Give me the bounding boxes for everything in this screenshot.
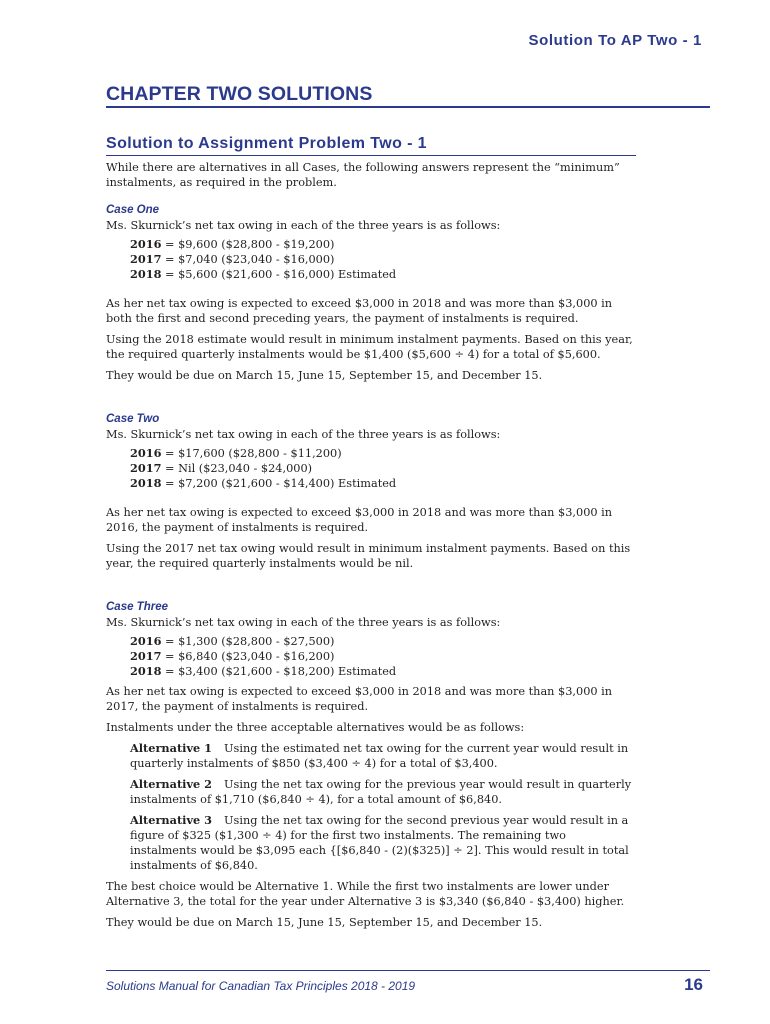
case-two-para-2: Using the 2017 net tax owing would result in minimum instalment payments. Based on this year, the required quarterly instalments would be nil.	[106, 542, 631, 570]
case-one-section	[106, 203, 636, 383]
footer-rule	[106, 970, 710, 971]
intro-paragraph: While there are alternatives in all Cases, the following answers represent the “minimum” instalments, as required in the problem.	[106, 161, 620, 189]
case-three-para-1: As her net tax owing is expected to exceed $3,000 in 2018 and was more than $3,000 in 2017, the payment of instalments is required.	[106, 685, 613, 713]
year-line: 2017 = $7,040 ($23,040 - $16,000)	[130, 252, 335, 266]
year-line: 2018 = $7,200 ($21,600 - $14,400) Estimated	[130, 476, 397, 490]
chapter-title: CHAPTER TWO SOLUTIONS	[106, 83, 373, 105]
case-three-heading: Case Three	[106, 601, 169, 613]
year-line: 2016 = $17,600 ($28,800 - $11,200)	[130, 446, 342, 460]
case-two-lead: Ms. Skurnick’s net tax owing in each of the three years is as follows:	[106, 428, 501, 441]
case-one-para-2: Using the 2018 estimate would result in minimum instalment payments. Based on this year, the required quarterly instalments would be $1,400 ($5,600 ÷ 4) for a total of $5,600.	[106, 333, 633, 361]
year-line: 2018 = $3,400 ($21,600 - $18,200) Estimated	[130, 664, 397, 678]
case-two-section	[106, 412, 636, 571]
case-three-para-4: They would be due on March 15, June 15, September 15, and December 15.	[106, 916, 543, 929]
solution-body	[106, 156, 636, 930]
alternative-2: Alternative 2 Using the net tax owing for the previous year would result in quarterly instalments of $1,710 ($6,840 ÷ 4), for a total amount of $6,840.	[130, 777, 632, 806]
case-two-para-1: As her net tax owing is expected to exceed $3,000 in 2018 and was more than $3,000 in 2016, the payment of instalments is required.	[106, 506, 613, 534]
case-three-lead: Ms. Skurnick’s net tax owing in each of the three years is as follows:	[106, 616, 501, 629]
case-one-para-3: They would be due on March 15, June 15, September 15, and December 15.	[106, 369, 543, 382]
case-three-years	[106, 634, 636, 679]
year-line: 2017 = $6,840 ($23,040 - $16,200)	[130, 649, 335, 663]
page-number: 16	[684, 975, 703, 994]
year-line: 2016 = $9,600 ($28,800 - $19,200)	[130, 237, 335, 251]
case-three-section	[106, 600, 636, 930]
case-three-para-2: Instalments under the three acceptable alternatives would be as follows:	[106, 721, 525, 734]
year-line: 2017 = Nil ($23,040 - $24,000)	[130, 461, 313, 475]
case-one-years	[106, 237, 636, 282]
year-line: 2018 = $5,600 ($21,600 - $16,000) Estimated	[130, 267, 397, 281]
footer-book-title: Solutions Manual for Canadian Tax Principles 2018 - 2019	[106, 979, 416, 993]
running-header: Solution To AP Two - 1	[528, 32, 702, 49]
alternative-1: Alternative 1 Using the estimated net tax owing for the current year would result in quarterly instalments of $850 ($3,400 ÷ 4) for a total of $3,400.	[130, 741, 629, 770]
case-one-heading: Case One	[106, 204, 160, 216]
case-two-heading: Case Two	[106, 413, 160, 425]
chapter-title-rule	[106, 106, 710, 108]
problem-title: Solution to Assignment Problem Two - 1	[106, 135, 427, 152]
case-three-para-3: The best choice would be Alternative 1. While the first two instalments are lower under Alternative 3, the total for the year under Alternative 3 is $3,340 ($6,840 - $3,400) higher.	[106, 880, 625, 908]
case-one-para-1: As her net tax owing is expected to exceed $3,000 in 2018 and was more than $3,000 in both the first and second preceding years, the payment of instalments is required.	[106, 297, 613, 325]
case-one-lead: Ms. Skurnick’s net tax owing in each of the three years is as follows:	[106, 219, 501, 232]
case-two-years	[106, 446, 636, 491]
alternative-3: Alternative 3 Using the net tax owing for the second previous year would result in a figure of $325 ($1,300 ÷ 4) for the first two instalments. The remaining two instalments would be $3,095 each {[$6,840 - (2)($325)] ÷ 2]. This would result in total instalments of $6,840.	[130, 813, 629, 872]
year-line: 2016 = $1,300 ($28,800 - $27,500)	[130, 634, 335, 648]
